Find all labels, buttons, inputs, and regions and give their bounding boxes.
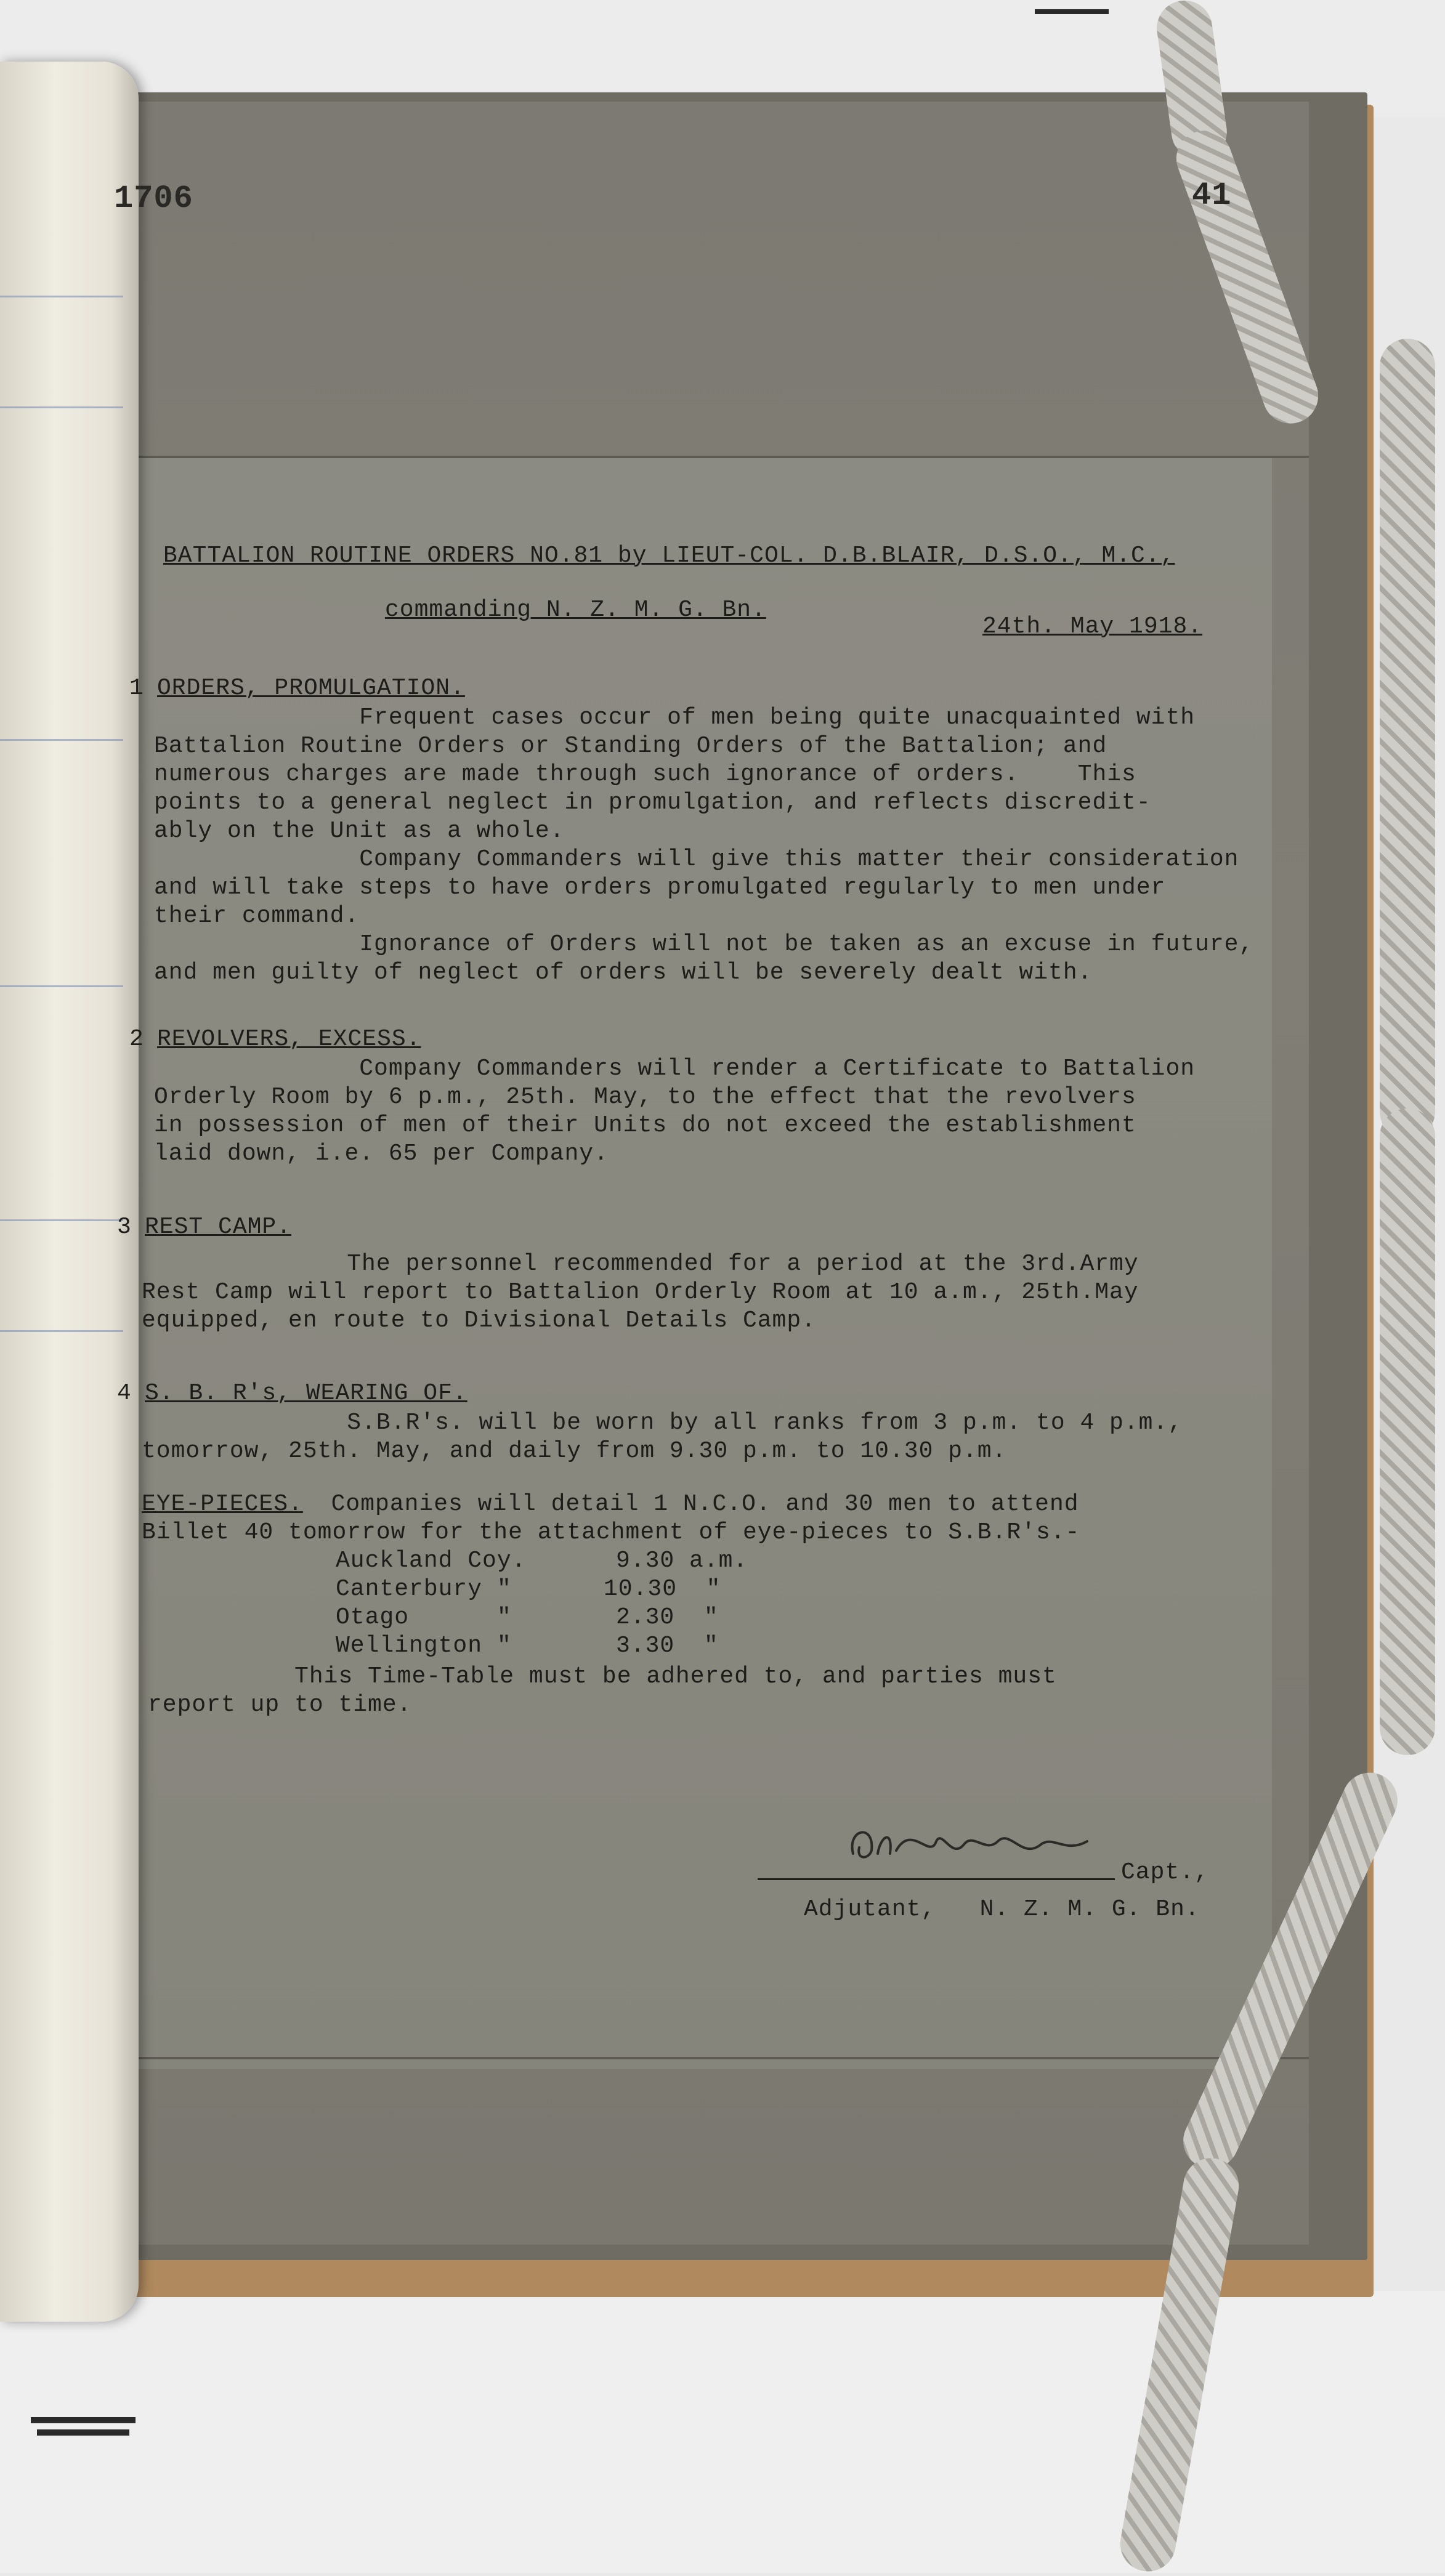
handwritten-signature [844,1817,1103,1872]
schedule-time: 10.30 " [604,1576,721,1602]
fold-line-bottom [102,2057,1309,2059]
section-line: ably on the Unit as a whole. [154,818,565,844]
closing-line: report up to time. [148,1692,412,1718]
eyepieces-title: EYE-PIECES. [142,1491,303,1517]
section-line: Frequent cases occur of men being quite unacquainted with [154,705,1196,731]
order-date: 24th. May 1918. [982,613,1203,640]
section-line: Company Commanders will give this matter their consideration [154,846,1239,873]
file-number: 1706 [114,180,193,217]
schedule-company: Canterbury " [336,1576,512,1602]
section-title: REVOLVERS, EXCESS. [157,1026,421,1052]
section-title: S. B. R's, WEARING OF. [145,1380,467,1407]
ink-mark [31,2417,136,2423]
closing-line: This Time-Table must be adhered to, and parties must [148,1663,1057,1690]
schedule-company: Wellington " [336,1633,512,1659]
table-surface-bottom [0,2291,1445,2573]
signatory-position: Adjutant, N. Z. M. G. Bn. [804,1896,1200,1923]
binding-cord [1380,1108,1435,1755]
section-line: Company Commanders will render a Certificate to Battalion [154,1056,1196,1082]
eyepieces-intro: Billet 40 tomorrow for the attachment of eye-pieces to S.B.R's.- [142,1519,1080,1546]
section-line: Rest Camp will report to Battalion Orderly Room at 10 a.m., 25th.May [142,1279,1139,1306]
section-line: equipped, en route to Divisional Details Camp. [142,1307,816,1334]
eyepieces-intro: Companies will detail 1 N.C.O. and 30 men to attend [302,1491,1079,1517]
commanding-line: commanding N. Z. M. G. Bn. [385,597,766,623]
section-title: ORDERS, PROMULGATION. [157,675,465,701]
section-line: S.B.R's. will be worn by all ranks from 3 p.m. to 4 p.m., [142,1410,1183,1436]
ink-mark [1035,9,1109,14]
schedule-time: 3.30 " [616,1633,719,1659]
order-title: BATTALION ROUTINE ORDERS NO.81 by LIEUT-COL. D.B.BLAIR, D.S.O., M.C., [163,543,1175,569]
section-line: Orderly Room by 6 p.m., 25th. May, to the effect that the revolvers [154,1084,1136,1110]
schedule-company: Otago " [336,1604,512,1631]
signatory-rank: Capt., [1121,1859,1209,1886]
section-line: Battalion Routine Orders or Standing Orders of the Battalion; and [154,733,1107,759]
page-number: 41 [1192,177,1232,214]
binder-spine [0,62,139,2322]
ink-mark [37,2429,129,2436]
section-line: and men guilty of neglect of orders will be severely dealt with. [154,959,1093,986]
section-line: points to a general neglect in promulgation, and reflects discredit- [154,789,1151,816]
section-number: 2 [129,1026,144,1052]
section-line: Ignorance of Orders will not be taken as an excuse in future, [154,931,1254,958]
schedule-time: 9.30 a.m. [616,1548,748,1574]
section-line: tomorrow, 25th. May, and daily from 9.30 p.m. to 10.30 p.m. [142,1438,1007,1464]
section-number: 1 [129,675,144,701]
section-line: The personnel recommended for a period at the 3rd.Army [142,1251,1139,1277]
fold-line-top [102,456,1309,458]
section-line: their command. [154,903,360,929]
section-line: in possession of men of their Units do not exceed the establishment [154,1112,1136,1139]
schedule-company: Auckland Coy. [336,1548,527,1574]
schedule-time: 2.30 " [616,1604,719,1631]
section-line: laid down, i.e. 65 per Company. [154,1141,609,1167]
section-number: 3 [117,1214,132,1240]
section-number: 4 [117,1380,132,1407]
section-line: numerous charges are made through such ignorance of orders. This [154,761,1136,788]
signature-line [758,1878,1115,1880]
binding-cord [1380,339,1435,1139]
section-title: REST CAMP. [145,1214,292,1240]
section-line: and will take steps to have orders promulgated regularly to men under [154,874,1166,901]
